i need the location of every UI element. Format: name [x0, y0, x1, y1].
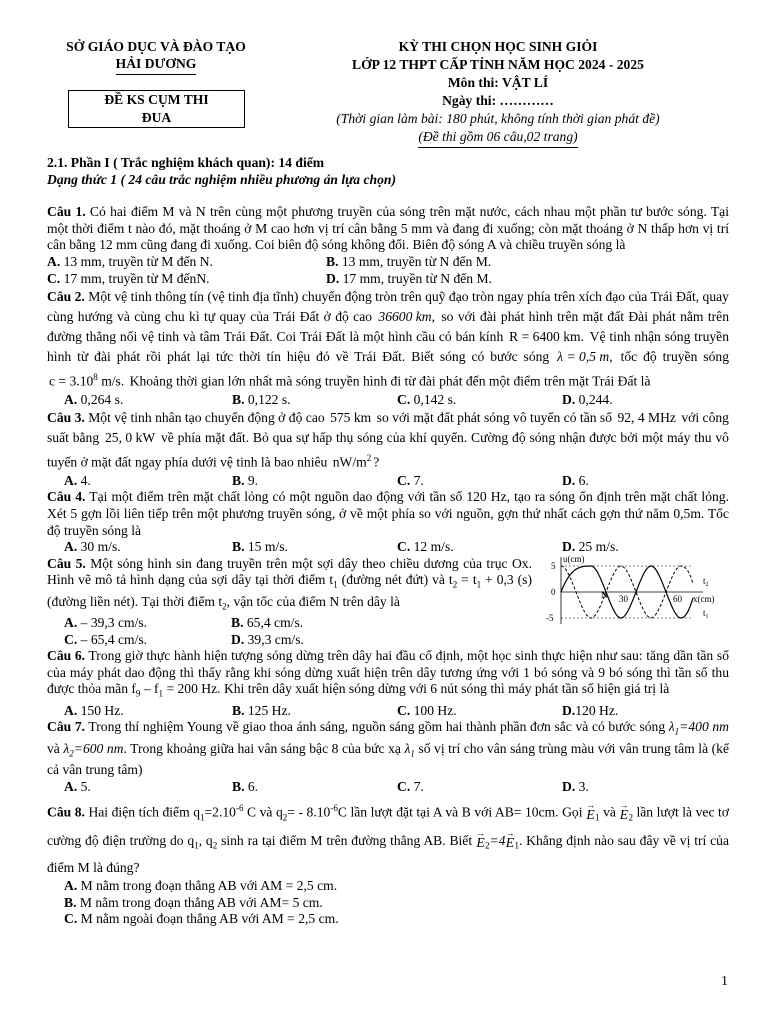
section-subtitle: Dạng thức 1 ( 24 câu trắc nghiệm nhiều phương án lựa chọn)	[47, 171, 396, 187]
option-d[interactable]: D. 39,3 cm/s.	[231, 631, 304, 647]
option-a[interactable]: A. 150 Hz.	[64, 702, 124, 718]
question-label: Câu 1.	[47, 204, 86, 220]
option-d[interactable]: D. 0,244.	[562, 391, 613, 407]
exam-code-box	[68, 90, 245, 128]
option-c[interactable]: C. – 65,4 cm/s.	[64, 631, 148, 647]
option-d[interactable]: D. 3.	[562, 778, 589, 794]
exam-grade: LỚP 12 THPT CẤP TỈNH NĂM HỌC 2024 - 2025	[352, 57, 644, 72]
option-c[interactable]: C. M nằm ngoài đoạn thẳng AB với AM = 2,5 cm.	[64, 911, 339, 927]
power-value: 25, 0 kW	[104, 430, 156, 446]
question-label: Câu 5.	[47, 555, 86, 571]
y-tick-top: 5	[551, 560, 556, 571]
option-c[interactable]: C. 12 m/s.	[397, 539, 454, 555]
section-title: 2.1. Phần I ( Trắc nghiệm khách quan): 14 điểm	[47, 155, 325, 170]
x-tick-30: 30	[619, 593, 628, 604]
option-c[interactable]: C. 0,142 s.	[397, 391, 457, 407]
question-label: Câu 4.	[47, 489, 86, 505]
earth-radius-value: R = 6400 km.	[509, 329, 585, 345]
question-label: Câu 6.	[47, 648, 86, 664]
question-label: Câu 8.	[47, 804, 85, 820]
option-a[interactable]: A. 0,264 s.	[64, 391, 124, 407]
province-name: HẢI DƯƠNG	[116, 55, 197, 75]
intensity-unit: $nW/m^2$	[332, 453, 372, 470]
y-axis-label: u(cm)	[563, 553, 585, 564]
wave-speed-value: $c = 3.10^8$ m/s.	[49, 372, 125, 389]
question-8: Câu 8. Hai điện tích điểm $q_1=2.10^{-6}$ C và $q_2= - 8.10^{-6}C$ lần lượt đặt tại A và B với AB= 10cm. Gọi → $E_1$ và → $E_2$ lần lượt là vec tơ cường độ điện trường do $q_1$, $q_2$ sinh ra tại điểm M trên đường thẳng AB. Biết → $E_2=4$ → $E_1$. Khẳng định nào sau đây về vị trí của điểm M là đúng? A. M nằm trong đoạn thẳng AB với AM = 2,5 cm. B. M nằm trong đoạn thẳng AB với AM= 5 cm. C. M nằm ngoài đoạn thẳng AB với AM = 2,5 cm.	[47, 799, 729, 927]
department-header	[40, 38, 272, 75]
question-label: Câu 2.	[47, 289, 85, 305]
option-a[interactable]: A. M nằm trong đoạn thẳng AB với AM = 2,5 cm.	[64, 878, 338, 894]
question-6: Câu 6. Trong giờ thực hành hiện tượng sóng dừng trên dây hai đầu cố định, một học sinh thực hiện như sau: tăng dần tần số của máy phát dao động thì thấy rằng khi sóng dừng xuất hiện trên dây tương ứng với 1 bó sóng và 9 bó sóng thì tần số thu được thỏa mãn $f_9 - f_1 = 200$ Hz. Khi trên dây xuất hiện sóng dừng với 6 nút sóng thì máy phát tần số hiện giá trị là A. 150 Hz. B. 125 Hz. C. 100 Hz. D.120 Hz.	[47, 648, 729, 718]
t2-label: $t_2$	[703, 575, 709, 588]
y-tick-bottom: -5	[546, 612, 554, 623]
option-b[interactable]: B. 9.	[232, 472, 259, 488]
vector-e1-relation: → E	[505, 828, 515, 851]
vector-e1: → E	[586, 799, 596, 822]
option-a[interactable]: A. 5.	[64, 778, 91, 794]
x-tick-60: 60	[673, 593, 682, 604]
option-b[interactable]: B. 15 m/s.	[232, 539, 288, 555]
option-c[interactable]: C. 7.	[397, 472, 424, 488]
exam-time-note: (Thời gian làm bài: 180 phút, không tính thời gian phát đề)	[336, 111, 660, 126]
option-b[interactable]: B. 65,4 cm/s.	[231, 615, 304, 630]
y-tick-zero: 0	[551, 586, 556, 597]
option-d[interactable]: D. 17 mm, truyền từ N đến M.	[326, 270, 492, 286]
question-2: Câu 2. Một vệ tinh thông tín (vệ tinh địa tĩnh) chuyển động tròn trên quỹ đạo tròn ngay phía trên xích đạo của Trái Đất, quay cùng hướng và cùng chu kì tự quay của Trái Đất ở độ cao 36600 km, so với đài phát hình trên mặt đất Đài phát nằm trên đường thẳng nối vệ tinh và tâm Trái Đất. Coi Trái Đất là một hình cầu có bán kính R = 6400 km. Vệ tinh nhận sóng truyền hình từ đài phát rồi phát lại tức thời tín hiệu đó về Trái Đất. Biết sóng có bước sóng λ = 0,5 m, tốc độ truyền sóng $c = 3.10^8$ m/s. Khoảng thời gian lớn nhất mà sóng truyền hình đi từ đài phát đến một điểm trên mặt Trái Đất là A. 0,264 s. B. 0,122 s. C. 0,142 s. D. 0,244.	[47, 289, 730, 407]
option-b[interactable]: B. 13 mm, truyền từ N đến M.	[326, 253, 492, 269]
option-a[interactable]: A. – 39,3 cm/s.	[64, 615, 148, 630]
exam-code-line2: ĐUA	[141, 110, 172, 125]
altitude-value: 36600 km,	[378, 309, 436, 325]
exam-code-line1: ĐỀ KS CỤM THI	[104, 92, 209, 107]
option-a[interactable]: A. 13 mm, truyền từ M đến N.	[47, 253, 213, 269]
question-7: Câu 7. Trong thí nghiệm Young về giao thoa ánh sáng, nguồn sáng gồm hai thành phần đơn sắc và có bước sóng $\lambda_1=400$ nm và $\lambda_2=600$ nm. Trong khoảng giữa hai vân sáng bậc 8 của bức xạ $\lambda_1$ số vị trí cho vân sáng trùng màu với vân trung tâm là (kể cả vân trung tâm) A. 5. B. 6. C. 7. D. 3.	[47, 719, 729, 794]
lambda1-value: $\lambda_1=400$ nm	[668, 719, 729, 737]
exam-date: Ngày thi: …………	[442, 93, 554, 108]
question-3: Câu 3. Một vệ tinh nhân tạo chuyển động ở độ cao 575 km so với mặt đất phát sóng vô tuyến có tần số 92, 4 MHz với công suất bằng 25, 0 kW về phía mặt đất. Bỏ qua sự hấp thụ sóng của khí quyển. Cường độ sóng nhận được bởi một máy thu vô tuyến ở mặt đất ngay phía dưới vệ tinh là bao nhiêu $nW/m^2$ ? A. 4. B. 9. C. 7. D. 6.	[47, 410, 729, 488]
exam-subject: Môn thi: VẬT LÍ	[447, 75, 549, 90]
option-d[interactable]: D. 6.	[562, 472, 589, 488]
option-b[interactable]: B. 6.	[232, 778, 259, 794]
x-axis-label: x(cm)	[693, 593, 715, 604]
exam-header	[268, 38, 728, 148]
option-b[interactable]: B. 125 Hz.	[232, 702, 291, 718]
exam-content	[47, 155, 729, 928]
option-b[interactable]: B. 0,122 s.	[232, 391, 291, 407]
question-label: Câu 7.	[47, 719, 86, 735]
option-d[interactable]: D.120 Hz.	[562, 702, 619, 718]
option-c[interactable]: C. 17 mm, truyền từ M đếnN.	[47, 270, 210, 286]
option-c[interactable]: C. 7.	[397, 778, 424, 794]
vector-e2: → E	[619, 799, 629, 822]
option-c[interactable]: C. 100 Hz.	[397, 702, 457, 718]
page-number: 1	[721, 974, 728, 989]
exam-pages-note: (Đề thi gồm 06 câu,02 trang)	[418, 128, 577, 148]
vector-e2-relation: → E	[475, 828, 485, 851]
satellite-altitude: 575 km	[330, 410, 372, 426]
question-label: Câu 3.	[47, 410, 85, 426]
exam-title: KỲ THI CHỌN HỌC SINH GIỎI	[398, 39, 598, 54]
frequency-value: 92, 4 MHz	[617, 410, 676, 426]
option-d[interactable]: D. 25 m/s.	[562, 539, 619, 555]
question-text: Có hai điểm M và N trên cùng một phương truyền của sóng trên mặt nước, cách nhau một phần tư bước sóng. Tại một thời điểm t nào đó, mặt thoáng ở M cao hơn vị trí cân bằng 5 mm và đang đi xuống; còn mặt thoáng ở N thấp hơn vị trí cân bằng 12 mm cũng đang đi xuống. Coi biên độ sóng không đổi. Biên độ sóng A và chiều truyền sóng là	[47, 204, 729, 253]
question-4	[47, 489, 729, 555]
question-1	[47, 204, 729, 287]
t1-label: $t_1$	[703, 607, 709, 620]
option-a[interactable]: A. 30 m/s.	[64, 539, 121, 555]
option-a[interactable]: A. 4.	[64, 472, 91, 488]
option-b[interactable]: B. M nằm trong đoạn thẳng AB với AM= 5 cm.	[64, 894, 323, 910]
lambda2-value: $\lambda_2=600$ nm	[63, 740, 124, 759]
question-5: Câu 5. Một sóng hình sin đang truyền trên một sợi dây theo chiều dương của trục Ox. Hình vẽ mô tả hình dạng của sợi dây tại thời điểm $t_1$ (đường nét đứt) và $t_2 = t_1 + 0,3$ (s) (đường liền nét). Tại thời điểm $t_2$, vận tốc của điểm N trên dây là A. – 39,3 cm/s. B. 65,4 cm/s. C. – 65,4 cm/s. D. 39,3 cm/s. u(cm) 5 0 -5 30 60 x(cm) N $t_2$ $t_1$	[47, 556, 729, 648]
wavelength-value: λ = 0,5 m,	[557, 349, 613, 365]
department-name: SỞ GIÁO DỤC VÀ ĐÀO TẠO	[66, 39, 246, 54]
wave-figure	[543, 554, 729, 628]
point-n-label: N	[601, 589, 608, 600]
question-text: Tại một điểm trên mặt chất lỏng có một nguồn dao động với tần số 120 Hz, tạo ra sóng ổn định trên mặt chất lỏng. Xét 5 gợn lồi liên tiếp trên một phương truyền sóng, ở về một phía so với nguồn, gợn thứ nhất cách gợn thứ năm 0,5m. Tốc độ truyền sóng là	[47, 489, 729, 538]
